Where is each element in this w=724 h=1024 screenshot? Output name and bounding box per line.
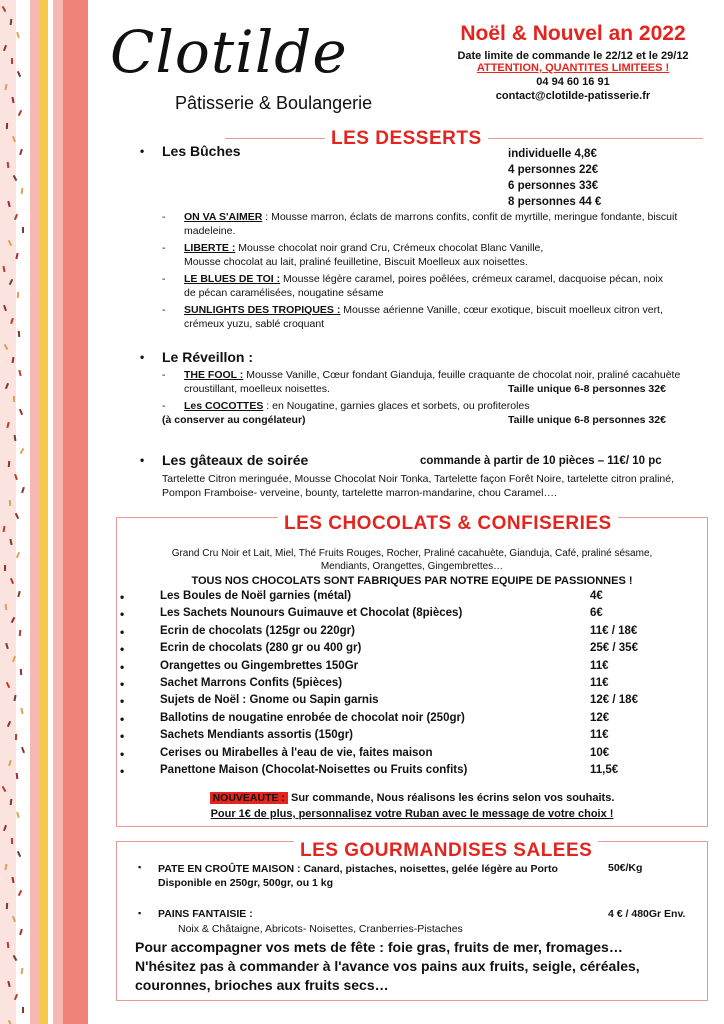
buches-label: Les Bûches: [162, 143, 241, 159]
header-block: [440, 22, 706, 102]
sprinkle: [16, 552, 20, 558]
logo-script: Clotilde: [110, 18, 348, 86]
item-name: SUNLIGHTS DES TROPIQUES :: [184, 304, 341, 316]
sprinkle: [17, 591, 20, 597]
item-desc-cont: Mousse chocolat au lait, praliné feuilletine, Biscuit Moelleux aux noisettes.: [184, 256, 528, 268]
bullet: •: [120, 590, 125, 604]
item-name: PATE EN CROÛTE MAISON: [158, 863, 295, 875]
chocolat-item-name: Sachet Marrons Confits (5pièces): [160, 677, 343, 689]
logo-subtitle: Pâtisserie & Boulangerie: [175, 93, 373, 113]
sprinkle: [21, 188, 24, 194]
sprinkle: [15, 734, 17, 740]
chocolat-item-name: Ecrin de chocolats (125gr ou 220gr): [160, 624, 355, 637]
sprinkle: [16, 32, 20, 38]
price-4p: 4 personnes 22€: [508, 164, 599, 176]
sprinkle: [17, 851, 21, 857]
list-item: - THE FOOL : Mousse Vanille, Cœur fondant Gianduja, feuille craquante de chocolat noir, praliné cacahuète croustillant, moelleux noisettes. Taille unique 6-8 personnes 32€: [162, 369, 681, 395]
outro-line: N'hésitez pas à commander à l'avance vos pains aux fruits, seigle, céréales,: [135, 958, 640, 974]
sprinkle: [19, 409, 23, 415]
gateaux-order: commande à partir de 10 pièces – 11€/ 10 pc: [420, 455, 662, 467]
bullet: •: [120, 764, 125, 778]
nouveaute-badge: NOUVEAUTE :: [210, 792, 288, 804]
list-item: - SUNLIGHTS DES TROPIQUES : Mousse aérienne Vanille, cœur exotique, biscuit moelleux citron vert, crémeux yuzu, sablé croquant: [162, 304, 663, 330]
sprinkle: [18, 331, 21, 337]
list-item-note: [162, 413, 707, 427]
bullet: ▪: [138, 908, 142, 918]
phone-number: 04 94 60 16 91: [536, 76, 610, 88]
chocolats-intro: [120, 547, 704, 573]
buches-list: [162, 210, 707, 331]
item-desc-cont: croustillant, moelleux noisettes.: [184, 383, 330, 395]
chocolat-item-price: 11,5€: [590, 764, 619, 776]
chocolat-item-price: 11€ / 18€: [590, 624, 638, 637]
page-title: Noël & Nouvel an 2022: [460, 22, 686, 45]
chocolat-item-name: Sachets Mendiants assortis (150gr): [160, 729, 354, 742]
gateaux-desc: [162, 472, 707, 500]
price-8p: 8 personnes 44 €: [508, 196, 602, 208]
item-name: ON VA S'AIMER: [184, 211, 263, 223]
sprinkle: [16, 773, 19, 779]
intro-line: Grand Cru Noir et Lait, Miel, Thé Fruits Rouges, Rocher, Praliné cacahuète, Gianduja, Café, praliné sésame,: [171, 548, 653, 559]
sprinkle: [6, 903, 8, 909]
chocolat-item-price: 11€: [590, 677, 609, 689]
chocolats-notes: [120, 790, 704, 822]
sprinkle: [16, 812, 20, 818]
item-desc: Mousse chocolat noir grand Cru, Crémeux chocolat Blanc Vanille,: [235, 242, 544, 254]
item-desc: : Mousse marron, éclats de marrons confits, confit de myrtille, meringue fondante, biscuit: [262, 211, 678, 223]
list-item: - LIBERTE : Mousse chocolat noir grand Cru, Crémeux chocolat Blanc Vanille, Mousse chocolat au lait, praliné feuilletine, Biscuit Moelleux aux noisettes.: [162, 242, 544, 268]
chocolat-item-price: 11€: [590, 659, 609, 672]
chocolat-item-name: Orangettes ou Gingembrettes 150Gr: [160, 659, 359, 672]
item-price: Taille unique 6-8 personnes 32€: [508, 414, 666, 426]
contact-email: contact@clotilde-patisserie.fr: [495, 90, 651, 102]
sprinkle: [21, 968, 24, 974]
outro-line: couronnes, brioches aux fruits secs…: [135, 977, 389, 993]
gateaux-line: Tartelette Citron meringuée, Mousse Chocolat Noir Tonka, Tartelette façon Forêt Noire, tartelette citron praliné,: [162, 473, 675, 485]
bullet: •: [120, 624, 125, 639]
item-desc: : Canard, pistaches, noisettes, gelée légère au Porto: [294, 863, 558, 875]
bullet: ▪: [138, 862, 142, 872]
chocolat-item-name: Cerises ou Mirabelles à l'eau de vie, faites maison: [160, 746, 433, 759]
chocolat-item-price: 6€: [590, 607, 603, 620]
reveillon-list: [162, 368, 707, 427]
bullet: •: [120, 659, 125, 674]
chocolat-item-name: Ballotins de nougatine enrobée de chocolat noir (250gr): [160, 711, 465, 724]
sprinkle: [6, 123, 8, 129]
sprinkle: [18, 110, 22, 116]
item-desc-cont: madeleine.: [184, 225, 236, 237]
sprinkle: [17, 71, 21, 77]
list-item: - LE BLUES DE TOI : Mousse légère caramel, poires poêlées, crémeux caramel, dacquoise pécan, noix de pécan caramélisées, nougatine sésame: [162, 273, 663, 299]
gateaux-line: Pompon Framboise- verveine, bounty, tartelette marron-mandarine, chou Caramel….: [162, 487, 557, 499]
bullet: •: [120, 746, 125, 761]
chocolat-item-price: 25€ / 35€: [590, 642, 638, 655]
item-desc: Mousse aérienne Vanille, cœur exotique, biscuit moelleux citron vert,: [340, 304, 663, 316]
chocolat-item-name: Les Boules de Noël garnies (métal): [160, 590, 352, 602]
chocolat-item-name: Panettone Maison (Chocolat-Noisettes ou Fruits confits): [160, 764, 468, 776]
bullet: •: [120, 677, 125, 691]
chocolat-item-name: Ecrin de chocolats (280 gr ou 400 gr): [160, 642, 362, 655]
sprinkle: [22, 1007, 24, 1013]
item-note: (à conserver au congélateur): [162, 414, 306, 426]
item-desc: Mousse légère caramel, poires poêlées, crémeux caramel, dacquoise pécan, noix: [280, 273, 663, 285]
price-individual: individuelle 4,8€: [508, 148, 597, 160]
item-name: Les COCOTTES: [184, 400, 264, 412]
sprinkle: [22, 227, 24, 233]
salees-outro: [135, 938, 640, 995]
pains-desc: Noix & Châtaigne, Abricots- Noisettes, Cranberries-Pistaches: [178, 923, 463, 935]
pate-item: [158, 862, 558, 890]
chocolat-item-price: 12€: [590, 711, 610, 724]
list-item: - Les COCOTTES : en Nougatine, garnies glaces et sorbets, ou profiteroles: [162, 400, 530, 412]
sprinkle: [20, 448, 25, 454]
chocolat-item-price: 4€: [590, 590, 603, 602]
bullet: •: [120, 711, 125, 726]
sprinkle: [21, 487, 25, 493]
chocolat-item-name: Les Sachets Nounours Guimauve et Chocolat (8pièces): [160, 607, 463, 620]
order-deadline: Date limite de commande le 22/12 et le 29/12: [457, 50, 689, 62]
pate-price: 50€/Kg: [608, 862, 643, 874]
list-item: - ON VA S'AIMER : Mousse marron, éclats de marrons confits, confit de myrtille, meringue fondante, biscuit madeleine.: [162, 211, 678, 237]
intro-line: Mendiants, Orangettes, Gingembrettes…: [320, 561, 504, 572]
sprinkle: [18, 890, 22, 896]
sprinkle: [4, 565, 6, 571]
chocolat-item-price: 12€ / 18€: [590, 694, 638, 707]
sprinkle: [19, 929, 23, 935]
item-name: THE FOOL :: [184, 369, 244, 381]
quantity-warning: ATTENTION, QUANTITES LIMITEES !: [476, 62, 670, 74]
chocolat-item-price: 11€: [590, 729, 609, 742]
bullet: •: [120, 729, 125, 744]
sprinkle: [19, 630, 22, 636]
bullet: •: [120, 642, 125, 657]
sprinkle: [21, 747, 25, 753]
sprinkle: [11, 838, 13, 844]
bullet: •: [140, 144, 145, 158]
item-avail: Disponible en 250gr, 500gr, ou 1 kg: [158, 877, 334, 889]
bullet: •: [140, 453, 145, 467]
price-6p: 6 personnes 33€: [508, 180, 599, 192]
salees-title: LES GOURMANDISES SALEES: [294, 840, 598, 862]
pains-name: PAINS FANTAISIE :: [158, 908, 253, 920]
note-line: Sur commande, Nous réalisons les écrins selon vos souhaits.: [287, 792, 615, 804]
sprinkle: [18, 370, 21, 376]
decorative-stripes: [0, 0, 120, 1024]
sprinkle: [9, 500, 11, 506]
gateaux-label: Les gâteaux de soirée: [162, 452, 309, 468]
sprinkle: [11, 58, 13, 64]
buches-prices: [508, 146, 601, 210]
item-name: LIBERTE :: [184, 242, 236, 254]
item-desc-cont: crémeux yuzu, sablé croquant: [184, 318, 325, 330]
item-name: LE BLUES DE TOI :: [184, 273, 281, 285]
chocolats-title: LES CHOCOLATS & CONFISERIES: [278, 513, 618, 535]
desserts-title: LES DESSERTS: [325, 128, 488, 150]
sprinkle: [20, 708, 23, 714]
outro-line: Pour accompagner vos mets de fête : foie gras, fruits de mer, fromages…: [135, 939, 623, 955]
chocolat-item-name: Sujets de Noël : Gnome ou Sapin garnis: [160, 694, 379, 707]
ribbon-note: Pour 1€ de plus, personnalisez votre Ruban avec le message de votre choix !: [210, 808, 614, 820]
item-price: Taille unique 6-8 personnes 32€: [508, 383, 666, 395]
bullet: •: [120, 607, 125, 622]
sprinkle: [17, 292, 19, 298]
sprinkle: [20, 669, 22, 675]
chocolat-item-price: 10€: [590, 746, 610, 759]
chocolats-tagline: TOUS NOS CHOCOLATS SONT FABRIQUES PAR NOTRE EQUIPE DE PASSIONNES !: [191, 575, 633, 587]
pains-price: 4 € / 480Gr Env.: [608, 908, 686, 920]
sprinkle: [13, 396, 15, 402]
bullet: •: [120, 694, 125, 709]
item-desc: : en Nougatine, garnies glaces et sorbets, ou profiteroles: [263, 400, 530, 412]
reveillon-label: Le Réveillon :: [162, 349, 254, 365]
item-desc-cont: de pécan caramélisées, nougatine sésame: [184, 287, 384, 299]
bullet: •: [140, 350, 145, 364]
sprinkle: [19, 149, 23, 155]
item-desc: Mousse Vanille, Cœur fondant Gianduja, feuille craquante de chocolat noir, praliné cacahuète: [243, 369, 681, 381]
